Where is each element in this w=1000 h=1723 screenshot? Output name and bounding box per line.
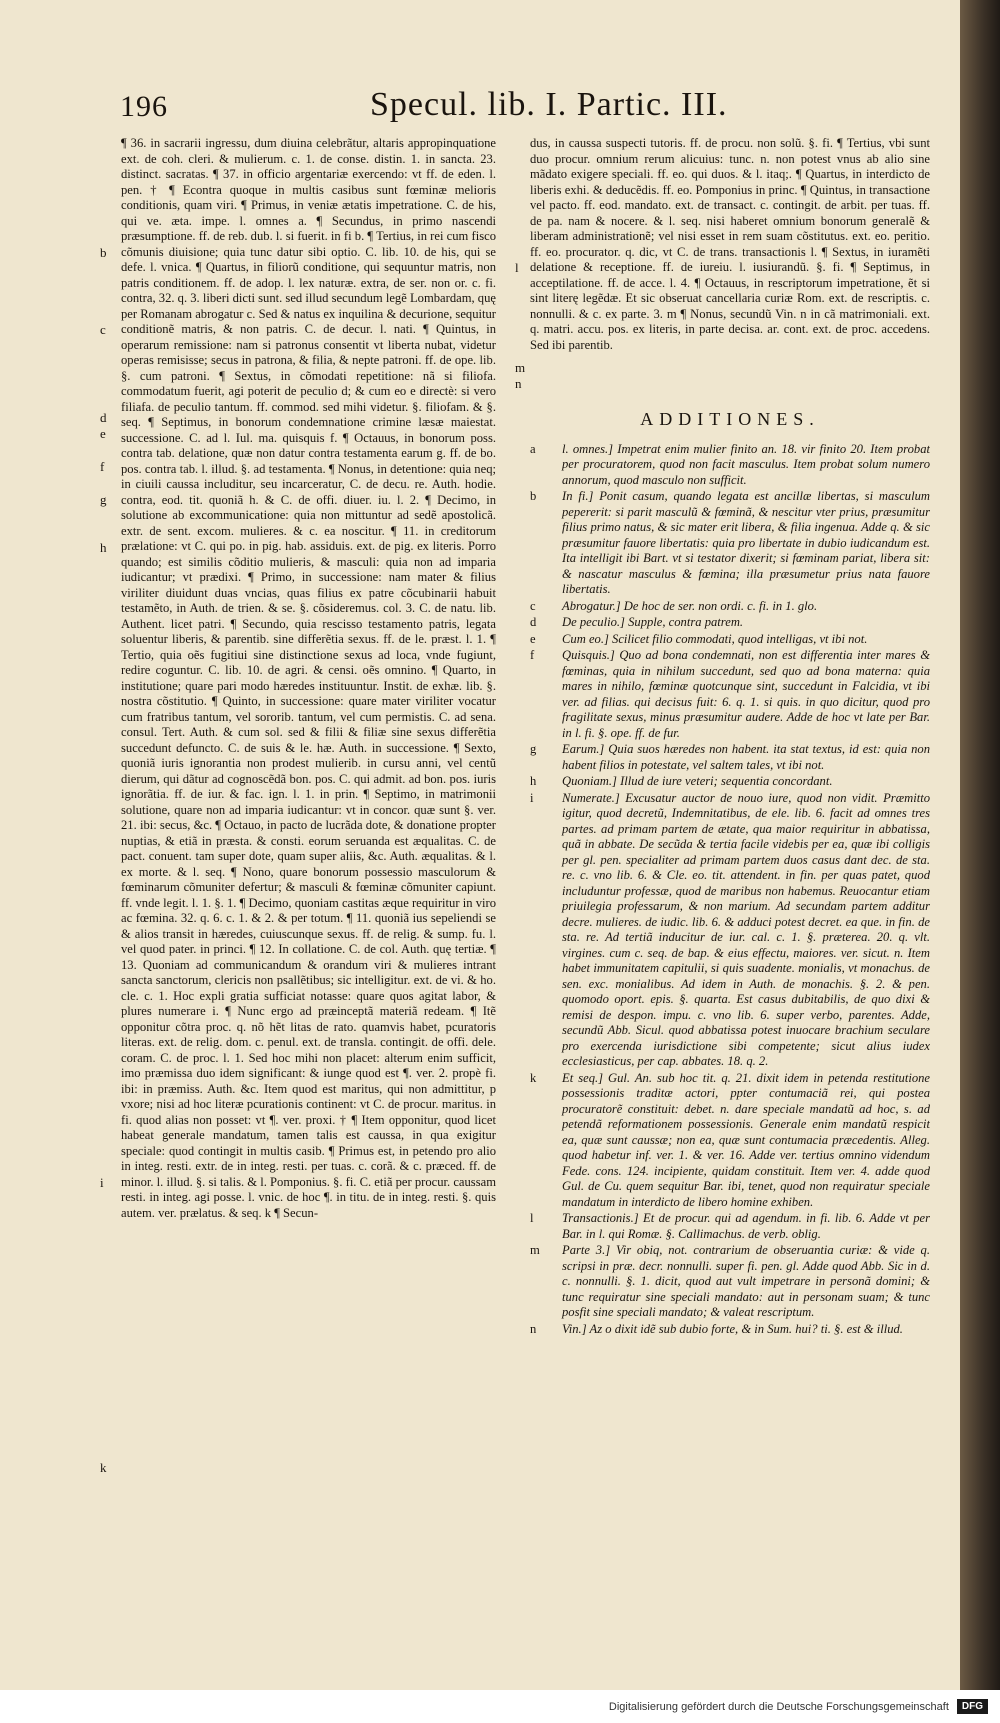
margin-marker: k xyxy=(100,1460,107,1475)
note-item xyxy=(530,489,930,598)
note-text: Parte 3.] Vir obiq, not. contrarium de obseruantia curiæ: & vide q. scripsi in præ. decr. nonnulli. super fi. pen. gl. Adde quod Abb. Sic in d. c. nonnulli. §. 1. dicit, quod aut vult impetrare in personã domini; & tunc requiratur sine speciali mandato: aut in personam suam; & tunc posfit sine speciali mandato; & valeat rescriptum. xyxy=(562,1243,930,1319)
margin-marker: i xyxy=(100,1175,104,1190)
margin-marker: l xyxy=(515,260,519,275)
note-marker: c xyxy=(530,598,536,613)
note-marker: n xyxy=(530,1321,537,1336)
note-marker: f xyxy=(530,648,535,662)
note-text: Cum eo.] Scilicet filio commodati, quod intelligas, vt ibi not. xyxy=(562,631,868,646)
dfg-logo: DFG xyxy=(957,1699,988,1714)
note-marker: l xyxy=(530,1211,534,1225)
note-item xyxy=(530,742,930,773)
note-item xyxy=(530,1211,930,1242)
margin-marker: g xyxy=(100,492,107,507)
note-item xyxy=(530,1071,930,1211)
margin-marker: f xyxy=(100,459,105,474)
note-text: Abrogatur.] De hoc de ser. non ordi. c. fi. in 1. glo. xyxy=(562,598,818,613)
right-text-column xyxy=(530,136,930,1636)
note-text: Vin.] Az o dixit idẽ sub dubio forte, & in Sum. hui? ti. §. est & illud. xyxy=(562,1321,903,1336)
note-marker: b xyxy=(530,489,537,503)
note-marker: k xyxy=(530,1070,537,1085)
margin-marker: b xyxy=(100,245,107,260)
note-marker: h xyxy=(530,774,537,788)
note-item xyxy=(530,1243,930,1321)
left-text-column xyxy=(121,136,496,1636)
note-marker: a xyxy=(530,441,536,456)
note-item xyxy=(530,599,930,615)
note-item xyxy=(530,1322,930,1338)
note-text: l. omnes.] Impetrat enim mulier finito an. 18. vir finito 20. Item probat per procuratorem, quod non facit masculus. Item probat solum numero annorum, quod masculo non sufficit. xyxy=(562,441,930,487)
margin-marker: m xyxy=(515,360,526,375)
margin-marker: h xyxy=(100,540,107,555)
margin-marker: n xyxy=(515,376,522,391)
note-text: De peculio.] Supple, contra patrem. xyxy=(562,615,744,629)
note-text: Quisquis.] Quo ad bona condemnati, non est differentia inter mares & fœminas, quia in nihilum succedunt, sed quo ad bona materna: quia mares in nihilo, fœminæ quotcunque sint, succedunt in Falcidia, vt ibi ver. ad filias. qui decisus fuit: 6. q. 1. si quis. in quo dicitur, quod pro fragilitate sexus, minus præsumitur audere. Adde de hoc vt late per Bar. in l. fi. §. ope. ff. de fur. xyxy=(562,648,930,740)
note-text: Numerate.] Excusatur auctor de nouo iure, quod non vidit. Præmitto igitur, quod decretũ, Indemnitatibus, de ele. lib. 6. facit ad omnes tres partes. ad primam partem de ætate, qua maior requiritur in abbatissa, quã in abbate. De secũda & tertia facile videbis per ea, quæ ibi colligis per gl. pen. specialiter ad primam partem duos casus dant dec. de sta. re. c. vno lib. 6. & Cle. eo. tit. attendent. in fin. per quas patet, quod includuntur professæ, quod de maribus non habemus. Reuocantur etiam priuilegia professarum, & non marium. Ad secundam partem additur decre. mulieres. de iudic. lib. 6. & adduci potest decret. ea que. in fin. de sta. re. Ad tertiã inducitur de iur. cal. c. 1. §. præterea. 20. q. vlt. virgines. cum c. seq. de bap. & eius effectu, maiores. ver. sicut. n. Item habet immunitatem capitulii, si quis suadente. monialis, vt monachus. de sen. exc. monialibus. Ad idem in Auth. de monachis. §. 2. & pen. quomodo oport. epis. §. quarta. Est casus dubitabilis, de quo dixi & remisi de despon. impu. c. vno lib. 6. super verbo, parentes. Adde, secundũ Abb. Sicul. quod abbatissa potest inuocare brachium seculare pro exercenda iurisdictione sibi competente; sicut alius iudex ecclesiasticus, per cap. abbates. 18. q. 2. xyxy=(562,790,930,1068)
note-text: In fi.] Ponit casum, quando legata est ancillæ libertas, si masculum pepererit: si parit masculũ & fœminã, & nescitur vter prius, præsumitur filius primo natus, & sic mater erit libera, & filia ingenua. Adde q. & sic præsumitur fauore libertatis: quia pro libertate in dubio iudicandum est. Ita intelligit ibi Bart. vt si testator dixerit; si fœminam pariat, libera sit: & nascatur masculus & fœmina; illa præsumetur prius nata fauore libertatis. xyxy=(562,489,930,596)
page-header xyxy=(120,86,930,134)
note-item xyxy=(530,615,930,631)
note-marker: g xyxy=(530,742,537,756)
margin-marker: d xyxy=(100,410,107,425)
note-item xyxy=(530,632,930,648)
page-number: 196 xyxy=(120,90,168,123)
note-text: Transactionis.] Et de procur. qui ad agendum. in fi. lib. 6. Adde vt per Bar. in l. qui Romæ. §. Callimachus. de verb. oblig. xyxy=(562,1211,930,1241)
note-item xyxy=(530,774,930,790)
note-item xyxy=(530,648,930,741)
note-marker: m xyxy=(530,1243,540,1257)
right-column-text: dus, in caussa suspecti tutoris. ff. de procu. non solũ. §. fi. ¶ Tertius, vbi sunt duo procur. omnium rerum alicuius: tunc. n. non potest vnus ab alio sine mãdato exigere speciali. ff. eo. qui duos. & l. itaq;. ¶ Quartus, in interdicto de liberis exhi. & deducẽdis. ff. eo. Pomponius in princ. ¶ Quintus, in transactione vel pacto. ff. eod. mandato. ext. de transact. c. contingit. de arbit. per tuas. ff. de pa. nam & nocere. & l. seq. nisi haberet omnium bonorum generalẽ & liberam administrationẽ; vel nisi esset in rem suam cõstitutus. ext. eo. peritio. ff. eo. procurator. q. dic, vt C. de trans. transactionis l. ¶ Sextus, in iuramẽti delatione & receptione. ff. de iureiu. l. iusiurandũ. §. fi. ¶ Septimus, in acceptilatione. ff. de acce. l. 4. ¶ Octauus, in rescriptorum impetratione, ẽt si sint literę legẽdæ. Et sic obseruat cancellaria curiæ Rom. ext. de rescriptis. c. nonnulli. & c. ex parte. 3. m ¶ Nonus, secundũ Vin. n in cã matrimoniali. ext. q. matri. accu. pos. ex literis, in parte decisa. ar. cont. ext. de proc. accedens. Sed ibi parentib. xyxy=(530,136,930,352)
note-text: Quoniam.] Illud de iure veteri; sequentia concordant. xyxy=(562,774,833,788)
note-item xyxy=(530,791,930,1070)
left-column-text: ¶ 36. in sacrarii ingressu, dum diuina celebrãtur, altaris appropinquatione ext. de coh. cleri. & mulierum. c. 1. de conse. distin. 1. in sancta. 23. distinct. sacratas. ¶ 37. in officio argentariæ exercendo: vt ff. de eden. l. pen. † ¶ Econtra quoque in multis casibus sunt fœminæ melioris conditionis, quam viri. ¶ Primus, in veniæ ætatis impetratione. C. de his, qui ve. æta. impe. l. omnes a. ¶ Secundus, in primo nascendi præsumptione. ff. de reb. dub. l. si fuerit. in fi b. ¶ Tertius, in rei cum fisco cõmunis diuisione; quia tunc datur sibi optio. C. lib. 10. de his, qui se defe. l. vnica. ¶ Quartus, in filiorũ conditione, qui sequuntur matris, non patris conditionem. ff. de adop. l. lex naturæ. extra, de ser. non or. c. fi. contra, 32. q. 3. liberi dicti sunt. sed illud secundum legẽ Lombardam, quę per Romanam abrogatur c. Sed & natus ex inquilina & decurione, sequitur conditionẽ matris, & non patris. C. de decur. l. nati. ¶ Quintus, in operarum remissione: nam si patronus consentit vt liberta nubat, videtur operas remisisse; secus in patrona, & filia, & nepte patroni. ff. de ope. lib. §. cum patroni. ¶ Sextus, in cõmodati repetitione: nã si filiofa. commodatum fuerit, agi poterit de peculio d; & cum eo e directè: si vero filiafa. de peculio tantum. ff. commod. sed mihi videtur. §. filiofam. & §. seq. ¶ Septimus, in bonorum condemnatione crimine læsæ maiestat. successione. C. ad l. Iul. ma. quisquis f. ¶ Octauus, in bonorum poss. contra tab. delatione, quæ non datur contra testamenta earum g. ff. de bo. pos. contra tab. l. illud. §. ad testamenta. ¶ Nonus, in detentione: quia neq; in ciuili caussa includitur, seu incarceratur, C. de decu. re. Auth. hodie. contra, eod. tit. quoniã h. & C. de offi. diuer. iu. l. 2. ¶ Decimo, in solutione ab excommunicatione: quia non mittuntur ad sedẽ apostolicã. extr. de sent. excom. mulieres. & c. ea noscitur. ¶ 11. in creditorum prælatione: vt C. qui po. in pig. hab. assiduis. ext. de pig. ex literis. Porro quando; est similis cõditio mulieris, & masculi: quia non ad imparia iudicantur; vt prædixi. ¶ Primo, in successione: nam mater & filius viriliter diuidunt duas vncias, quas filius ex patre cõcubinarii habuit testamẽto, in Auth. de trien. & se. §. cõsideremus. col. 3. C. de natu. lib. Authent. licet patri. ¶ Secundo, quia rescisso testamento patris, legata soluentur liberis, & parentib. sine differẽtia sexus. ff. de le. præst. l. 1. ¶ Tertio, quia oẽs fugitiui sine distinctione sexus ad loca, vnde fugiunt, redire coguntur. C. lib. 10. de agri. & censi. oẽs omnino. ¶ Quarto, in institutione; quare pari modo hæredes instituuntur. Instit. de exhæ. lib. §. nostra cõstitutio. ¶ Quinto, in successione: quare mater viriliter vocatur cum fratribus tantum, vel sororib. tantum, vel cum permistis. C. ad sena. consul. Tert. Auth. & cum sol. sed & filii & filiæ sine sexus differẽtia succedunt defuncto. C. de suis & le. hæ. Auth. in successione. ¶ Sexto, quoniã iuris ignorantia non prodest mulierib. in cursu anni, vel centũ dierum, qui dãtur ad cognoscẽdã bon. pos. C. qui admit. ad bon. pos. iuris ignorãtia. ff. de iur. & fac. ign. l. 1. in prin. ¶ Septimo, in matrimonii solutione, quare non ad imparia iudicantur: vt in concor. quæ sunt §. ver. 21. ibi: secus, &c. ¶ Octauo, in pacto de lucrãda dote, & donatione propter nuptias, & etiã in præsta. & consti. eorum seruanda est æqualitas. C. de pact. conuent. tam super dote, quam super aliis, &c. Auth. æqualitas. & l. ex morte. & l. seq. ¶ Nono, quare bonorum possessio masculorum & fœminarum cõmuniter defertur; & masculi & fœminæ cõmuniter capiunt. ff. vnde legit. l. 1. §. 1. ¶ Decimo, quoniam castitas æque requiritur in viro ac fœmina. 32. q. 6. c. 1. & 2. & per totum. ¶ 11. quoniã ius sepeliendi se & alios transit in hæredes, cuiuscunque sexus. ff. de relig. & sump. fu. l. vel quod pater. in princi. ¶ 12. In collatione. C. de col. Auth. quę tertiæ. ¶ 13. Quoniam ad communicandum & orandum viri & mulieres intrant sancta sanctorum, clericis non psallẽtibus; sic intelligitur. ext. de vi. & ho. cle. c. 1. Hoc expli gratia sufficiat notasse: quare quos agitat labor, & plures numerare i. ¶ Nunc ergo ad præinceptã materiã redeam. ¶ Itẽ opponitur cõtra proc. q. nõ hẽt litas de rato. quamvis habet, pcuratoris literas. ext. de relig. dom. c. penul. ext. de transla. contingit. de offi. dele. coram. C. de proc. l. 1. Sed hoc mihi non placet: alterum enim sufficit, imo præmissa duo idem significant: & iunge quod est ¶. ver. 2. propè fi. ibi: in præmiss. Auth. &c. Item quod est maritus, qui non admittitur, p vxore; nisi ad hoc literæ pcurationis continent: vt C. de procur. maritus. in fi. quod alias non posset: vt ¶. ver. proxi. † ¶ Item opponitur, quod licet habeat generale mandatum, tamen talis est caussa, in qua exigitur speciale: quod contingit in multis casib. ¶ Primus est, in petendo pro alio in integ. resti. extr. de in integ. resti. per tuas. c. corã. & c. præced. ff. de minor. l. illud. §. si talis. & l. Pomponius. §. fi. C. etiã per procur. caussam resti. in integ. agi posse. l. vnic. de hoc ¶. in titu. de in integ. resti. §. quis autem. ver. prælatus. & seq. k ¶ Secun- xyxy=(121,136,496,1220)
note-item xyxy=(530,442,930,489)
note-marker: i xyxy=(530,790,534,805)
note-marker: e xyxy=(530,631,536,646)
margin-marker: e xyxy=(100,426,106,441)
note-text: Et seq.] Gul. An. sub hoc tit. q. 21. dixit idem in petenda restitutione possessionis traditæ actori, ppter contumaciã rei, qui postea procuratorẽ constituit: debet. n. dare speciale mandatũ ad hoc, s. ad petendã reformationem possessionis. Generale enim mandatũ respicit ea, quæ sunt caussæ; non ea, quæ sunt contumacia præcedentis. Alleg. quod habetur inf. ver. 1. & ver. 16. Adde ver. tertius omnino videndum Fede. cons. 124. incipiente, quidam constituit. Item ver. 4. adde quod Gul. de Cu. quem sequitur Bar. ibi, tenet, quod non requiratur speciale mandatum in interdicto de libero homine exhiben. xyxy=(562,1070,930,1209)
additiones-notes xyxy=(530,442,930,1338)
note-marker: d xyxy=(530,615,537,629)
book-edge xyxy=(960,0,1000,1690)
additiones-heading: ADDITIONES. xyxy=(640,409,820,429)
footer-credit: Digitalisierung gefördert durch die Deutsche Forschungsgemeinschaft xyxy=(608,1700,949,1713)
note-text: Earum.] Quia suos hæredes non habent. ita stat textus, id est: quia non habent filios in potestate, vel saltem tales, vt ibi not. xyxy=(562,742,930,772)
margin-marker: c xyxy=(100,322,106,337)
running-title: Specul. lib. I. Partic. III. xyxy=(370,86,728,123)
footer-bar xyxy=(0,1690,1000,1723)
